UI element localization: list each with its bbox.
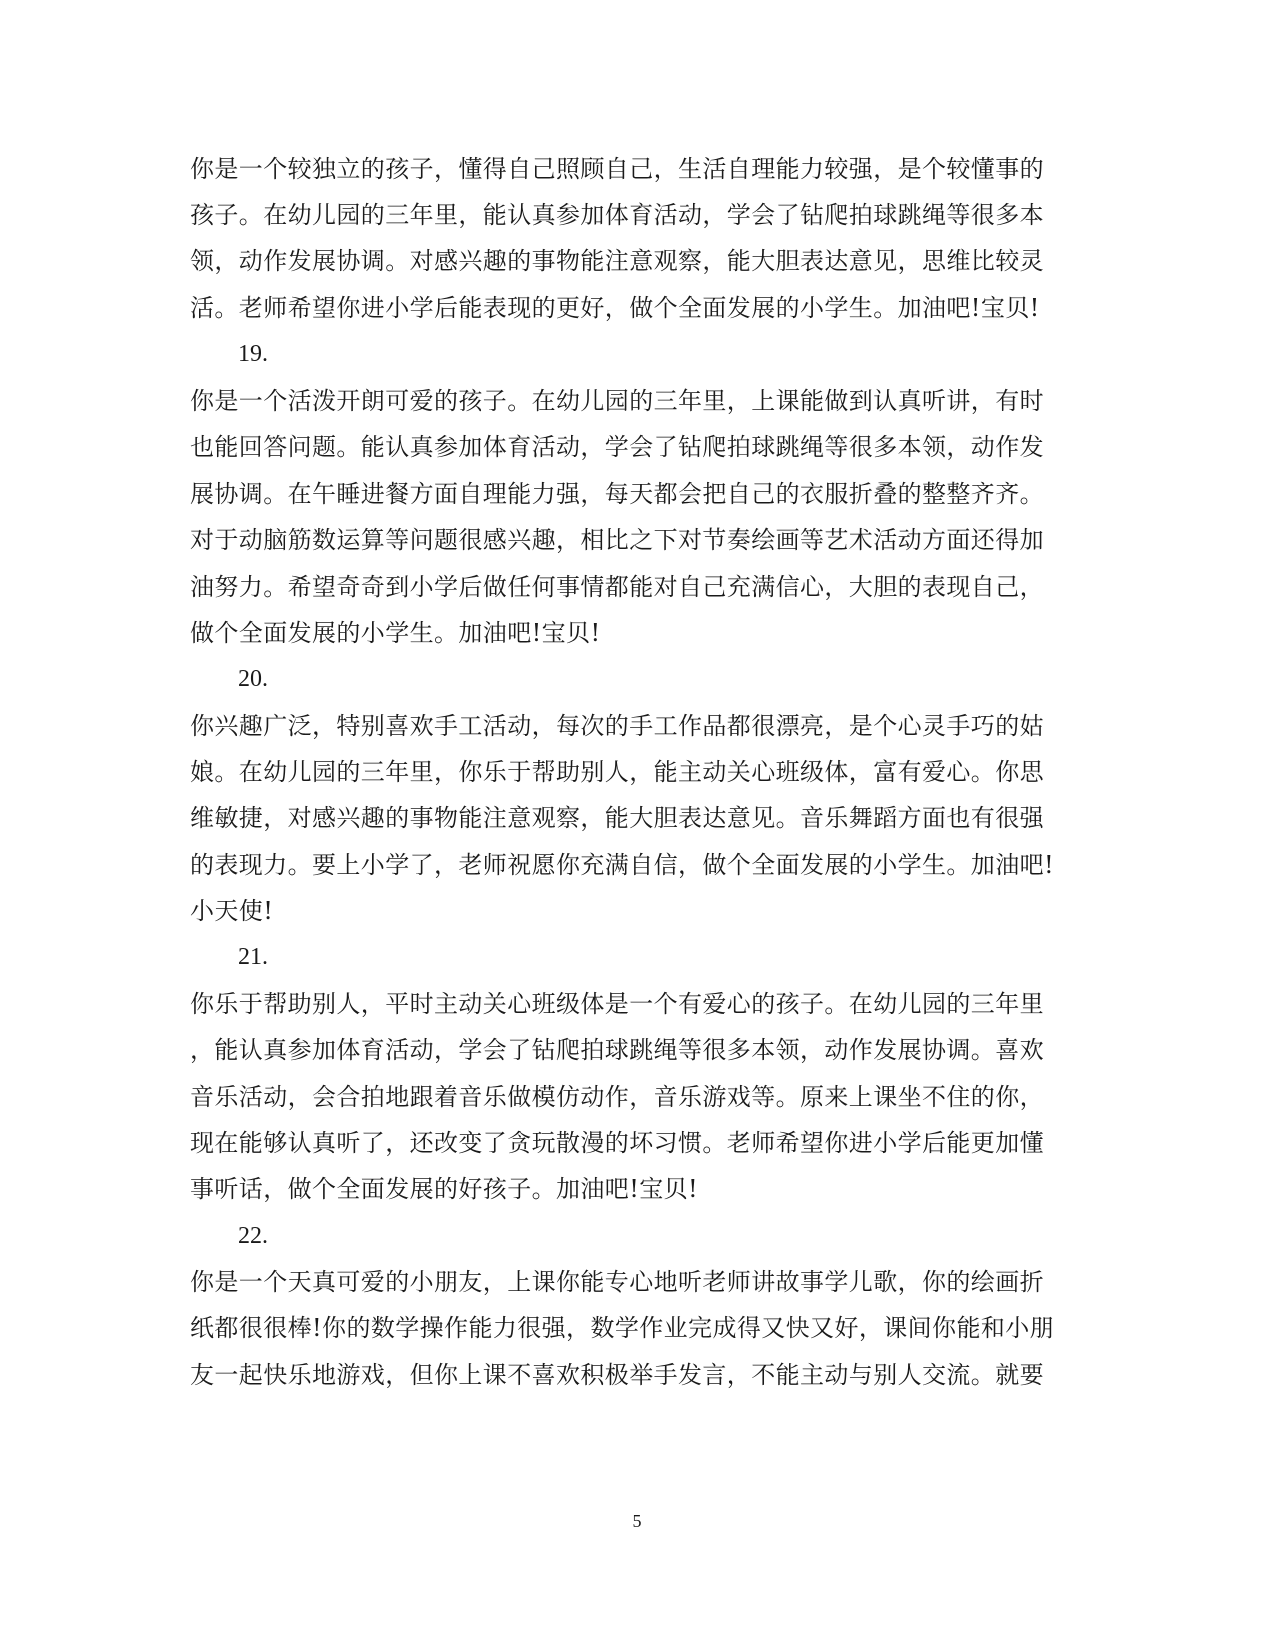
body-text-line: 做个全面发展的小学生。加油吧!宝贝! <box>190 619 601 647</box>
body-text-line: 现在能够认真听了，还改变了贪玩散漫的坏习惯。老师希望你进小学后能更加懂 <box>190 1129 1044 1157</box>
entry-number: 21. <box>238 944 268 970</box>
body-text-line: 你是一个较独立的孩子，懂得自己照顾自己，生活自理能力较强，是个较懂事的 <box>190 155 1044 183</box>
body-text-line: 孩子。在幼儿园的三年里，能认真参加体育活动，学会了钻爬拍球跳绳等很多本 <box>190 201 1044 229</box>
body-text-line: 小天使! <box>190 897 274 925</box>
body-text-line: 你乐于帮助别人，平时主动关心班级体是一个有爱心的孩子。在幼儿园的三年里 <box>190 990 1044 1018</box>
entry-number: 19. <box>238 341 268 367</box>
body-text-line: 事听话，做个全面发展的好孩子。加油吧!宝贝! <box>190 1175 699 1203</box>
body-text-line: 领，动作发展协调。对感兴趣的事物能注意观察，能大胆表达意见，思维比较灵 <box>190 247 1044 275</box>
body-text-line: 音乐活动，会合拍地跟着音乐做模仿动作，音乐游戏等。原来上课坐不住的你， <box>190 1083 1044 1111</box>
body-text-line: 友一起快乐地游戏，但你上课不喜欢积极举手发言，不能主动与别人交流。就要 <box>190 1361 1044 1389</box>
body-text-line: 纸都很很棒!你的数学操作能力很强，数学作业完成得又快又好，课间你能和小朋 <box>190 1314 1055 1342</box>
entry-number: 22. <box>238 1223 268 1249</box>
body-text-line: 也能回答问题。能认真参加体育活动，学会了钻爬拍球跳绳等很多本领，动作发 <box>190 433 1044 461</box>
body-text-line: 的表现力。要上小学了，老师祝愿你充满自信，做个全面发展的小学生。加油吧! <box>190 851 1055 879</box>
body-text-line: 你兴趣广泛，特别喜欢手工活动，每次的手工作品都很漂亮，是个心灵手巧的姑 <box>190 712 1044 740</box>
body-text-line: 娘。在幼儿园的三年里，你乐于帮助别人，能主动关心班级体，富有爱心。你思 <box>190 758 1044 786</box>
body-text-line: 维敏捷，对感兴趣的事物能注意观察，能大胆表达意见。音乐舞蹈方面也有很强 <box>190 804 1044 832</box>
body-text-line: 你是一个活泼开朗可爱的孩子。在幼儿园的三年里，上课能做到认真听讲，有时 <box>190 387 1044 415</box>
body-text-line: 油努力。希望奇奇到小学后做任何事情都能对自己充满信心，大胆的表现自己， <box>190 573 1044 601</box>
body-text-line: 活。老师希望你进小学后能表现的更好，做个全面发展的小学生。加油吧!宝贝! <box>190 294 1040 322</box>
body-text-line: ，能认真参加体育活动，学会了钻爬拍球跳绳等很多本领，动作发展协调。喜欢 <box>190 1036 1044 1064</box>
body-text-line: 展协调。在午睡进餐方面自理能力强，每天都会把自己的衣服折叠的整整齐齐。 <box>190 480 1044 508</box>
page-number: 5 <box>632 1511 642 1531</box>
body-text-line: 对于动脑筋数运算等问题很感兴趣，相比之下对节奏绘画等艺术活动方面还得加 <box>190 526 1044 554</box>
body-text-line: 你是一个天真可爱的小朋友，上课你能专心地听老师讲故事学儿歌，你的绘画折 <box>190 1268 1044 1296</box>
entry-number: 20. <box>238 666 268 692</box>
